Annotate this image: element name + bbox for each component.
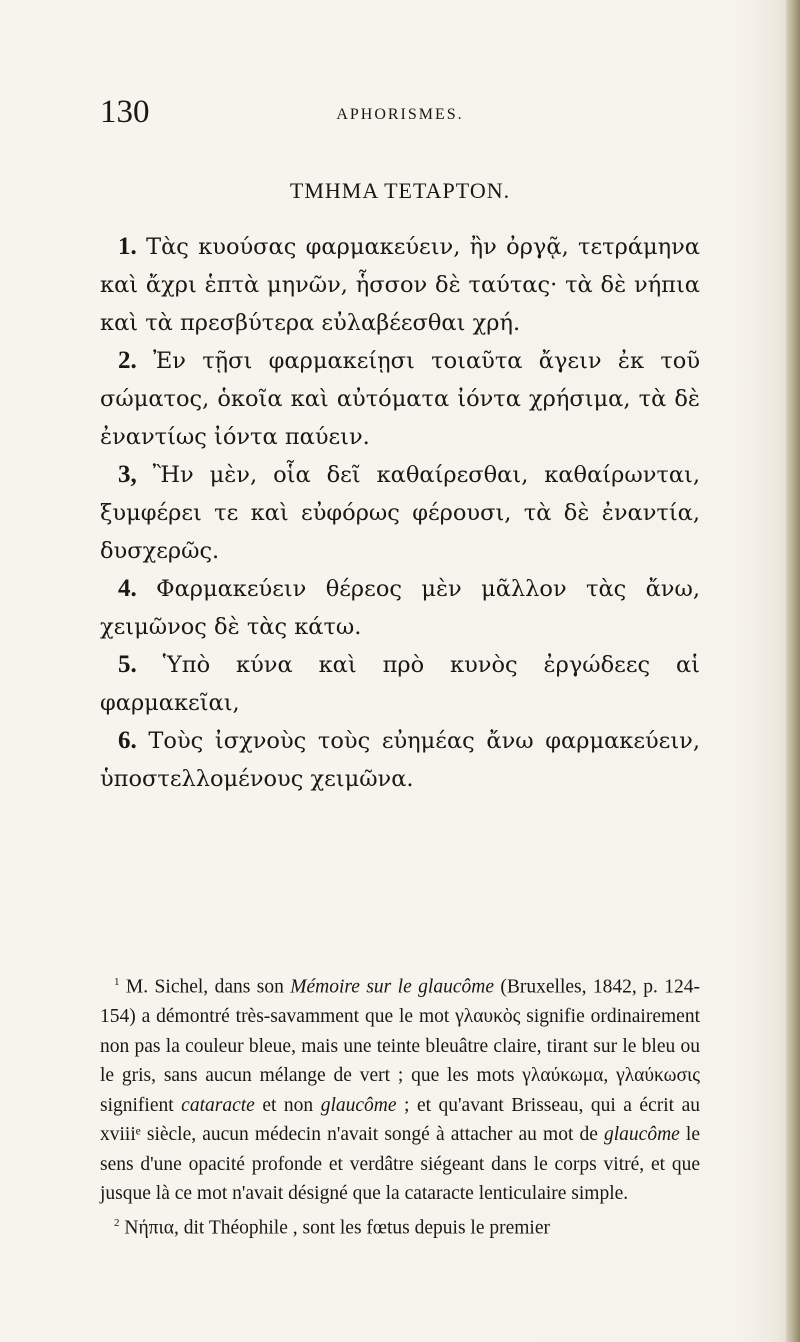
aphorism-3 [100,456,700,570]
footnote-italic: glaucôme [604,1124,680,1145]
aphorism-text: Ἢν μὲν, οἷα δεῖ καθαίρεσθαι, καθαίρωνται, ξυμφέρει τε καὶ εὐφόρως φέρουσι, τὰ δὲ ἐναντία, δυσχερῶς. [100,462,700,564]
aphorism-list [100,228,700,798]
footnote-marker: 1 [114,976,120,988]
section-title: ΤΜΗΜΑ ΤΕΤΑΡΤΟΝ. [289,178,511,203]
footnote-text: M. Sichel, dans son [125,976,291,998]
footnote-italic: glaucôme [320,1094,397,1116]
aphorism-text: Φαρμακεύειν θέρεος μὲν μᾶλλον τὰς ἄνω, χειμῶνος δὲ τὰς κάτω. [100,576,700,640]
footnote-text: ; et qu'avant Brisseau, qui a écrit au xviiiᵉ siècle, aucun médecin n'avait songé à attacher au mot de [100,1094,700,1145]
aphorism-number: 2. [118,347,137,374]
aphorism-text: Ἐν τῇσι φαρμακείῃσι τοιαῦτα ἄγειν ἐκ τοῦ σώματος, ὁκοῖα καὶ αὐτόματα ἰόντα χρήσιμα, τὰ δὲ ἐναντίως ἰόντα παύειν. [100,348,700,450]
aphorism-text: Τὰς κυούσας φαρμακεύειν, ἢν ὀργᾷ, τετράμηνα καὶ ἄχρι ἑπτὰ μηνῶν, ἧσσον δὲ ταύτας· τὰ δὲ νήπια καὶ τὰ πρεσβύτερα εὐλαβέεσθαι χρή. [100,234,700,336]
aphorism-number: 5. [118,651,137,678]
aphorism-5 [100,646,700,722]
page-header [100,94,700,134]
aphorism-6 [100,722,700,798]
running-title: APHORISMES. [336,106,464,123]
footnote-italic: Mémoire sur le glaucôme [290,976,494,998]
footnote-text: (Bruxelles, 1842, p. 124-154) a démontré très-savamment que le mot γλαυκὸς signifie ordinairement non pas la couleur bleue, mais une teinte bleuâtre claire, tirant sur le bleu ou le gris, sans aucun mélange de vert ; que les mots γλαύκωμα, γλαύκωσις signifient [100,976,700,1116]
aphorism-number: 1. [118,233,137,260]
page-edge [786,0,800,1342]
footnote-1 [100,968,700,1209]
aphorism-text: Τοὺς ἰσχνοὺς τοὺς εὐημέας ἄνω φαρμακεύειν, ὑποστελλομένους χειμῶνα. [100,728,700,792]
footnote-text: et non [254,1094,321,1116]
footnote-text: le sens d'une opacité profonde et verdâtre siégeant dans le corps vitré, et que jusque là ce mot n'avait désigné que la cataracte lenticulaire simple. [100,1124,700,1204]
footnote-marker: 2 [114,1216,120,1229]
aphorism-number: 3, [118,461,137,488]
footnote-italic: cataracte [181,1094,255,1116]
aphorism-4 [100,570,700,646]
aphorism-text: Ὑπὸ κύνα καὶ πρὸ κυνὸς ἐργώδεες αἱ φαρμακεῖαι, [100,652,701,716]
footnotes [100,968,700,1243]
aphorism-number: 4. [118,575,137,602]
aphorism-2 [100,342,700,456]
footnote-text: Νήπια, dit Théophile , sont les fœtus depuis le premier [124,1217,550,1238]
aphorism-number: 6. [118,727,137,754]
page-number: 130 [100,94,150,130]
footnote-2 [100,1209,700,1243]
aphorism-1 [100,228,700,342]
